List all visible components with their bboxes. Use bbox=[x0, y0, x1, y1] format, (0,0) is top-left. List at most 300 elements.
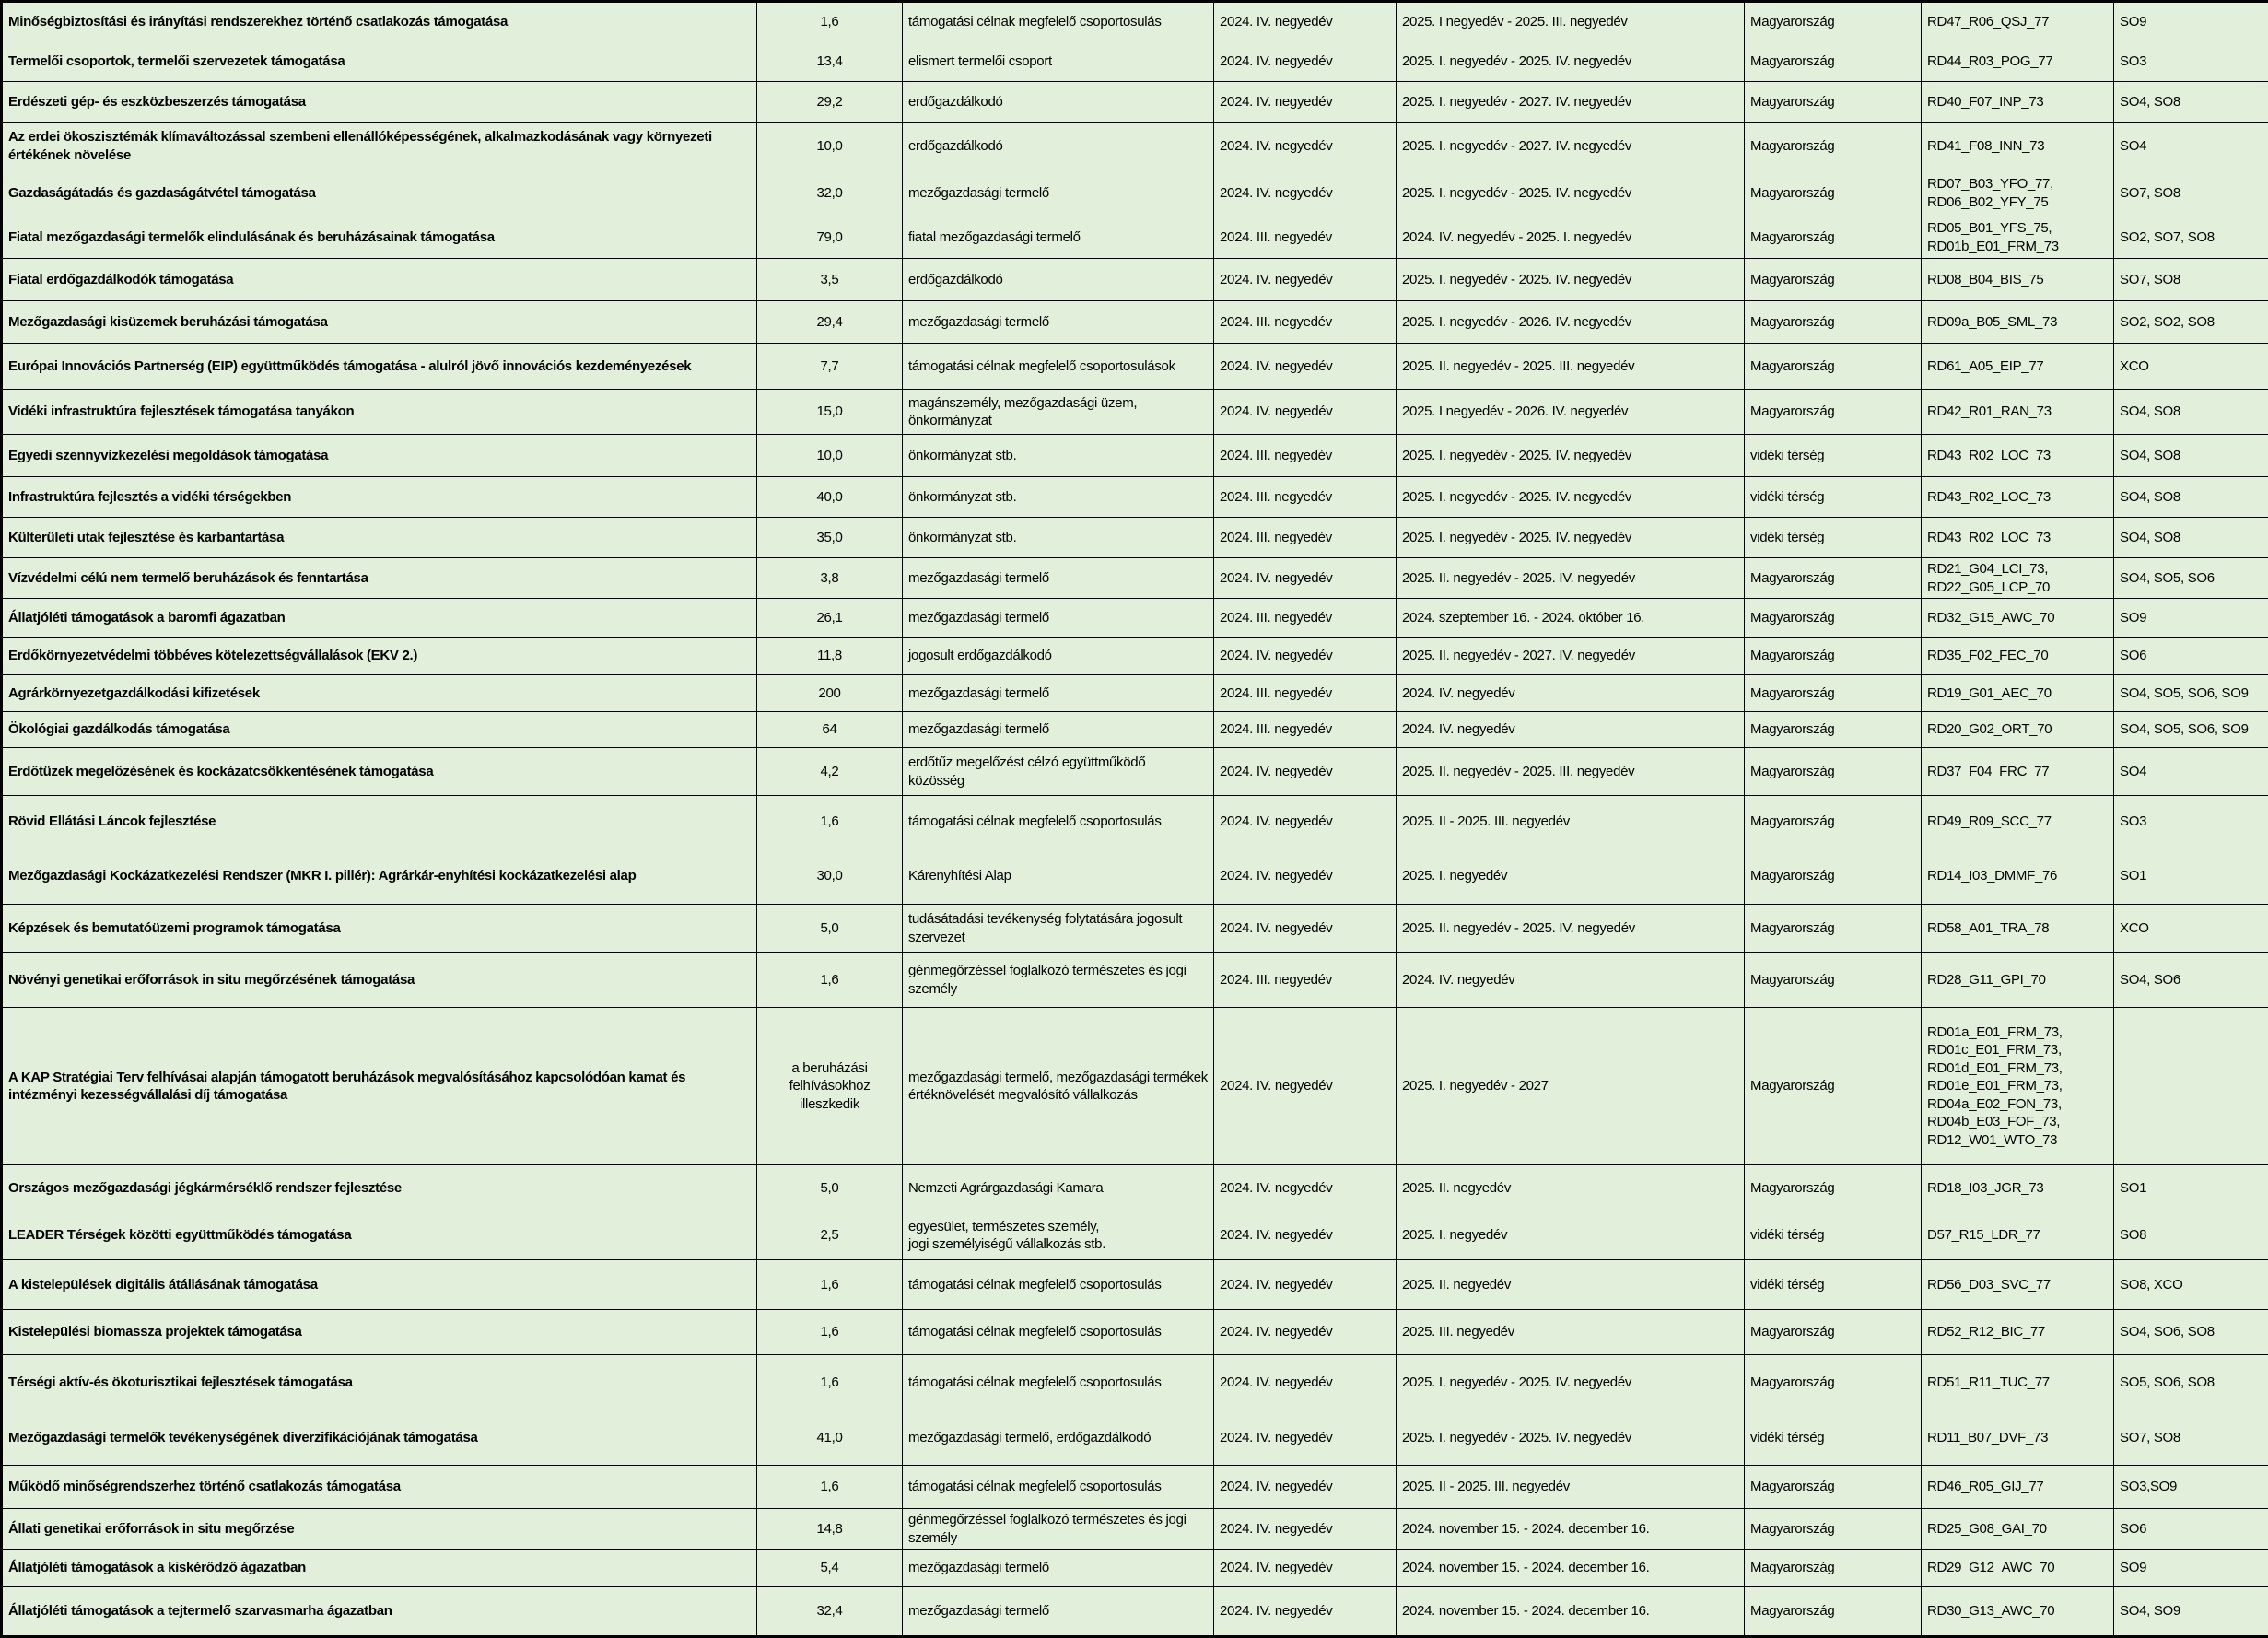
cell-beneficiary[interactable]: mezőgazdasági termelő bbox=[903, 712, 1214, 748]
cell-amount[interactable]: 5,0 bbox=[757, 1165, 903, 1211]
cell-program-name[interactable]: Képzések és bemutatóüzemi programok támogatása bbox=[2, 905, 757, 953]
cell-so-codes[interactable]: SO9 bbox=[2114, 1550, 2268, 1587]
cell-intervention-code[interactable]: RD51_R11_TUC_77 bbox=[1922, 1355, 2114, 1410]
cell-announcement-quarter[interactable]: 2024. IV. negyedév bbox=[1214, 1410, 1397, 1466]
cell-beneficiary[interactable]: támogatási célnak megfelelő csoportosulás bbox=[903, 1260, 1214, 1310]
cell-region[interactable]: Magyarország bbox=[1745, 390, 1922, 435]
cell-beneficiary[interactable]: támogatási célnak megfelelő csoportosulás bbox=[903, 2, 1214, 41]
cell-beneficiary[interactable]: önkormányzat stb. bbox=[903, 518, 1214, 558]
cell-region[interactable]: Magyarország bbox=[1745, 638, 1922, 675]
cell-amount[interactable]: 1,6 bbox=[757, 1466, 903, 1509]
cell-so-codes[interactable]: SO7, SO8 bbox=[2114, 259, 2268, 301]
cell-so-codes[interactable]: SO8, XCO bbox=[2114, 1260, 2268, 1310]
cell-program-name[interactable]: Vidéki infrastruktúra fejlesztések támogatása tanyákon bbox=[2, 390, 757, 435]
cell-program-name[interactable]: A KAP Stratégiai Terv felhívásai alapján támogatott beruházások megvalósításához kapcsolódóan kamat és intézményi kezességvállalási díj támogatása bbox=[2, 1008, 757, 1165]
cell-beneficiary[interactable]: egyesület, természetes személy, jogi személyiségű vállalkozás stb. bbox=[903, 1211, 1214, 1260]
cell-submission-period[interactable]: 2024. IV. negyedév bbox=[1397, 675, 1745, 712]
cell-region[interactable]: Magyarország bbox=[1745, 599, 1922, 638]
cell-submission-period[interactable]: 2025. I negyedév - 2025. III. negyedév bbox=[1397, 2, 1745, 41]
table-row bbox=[2, 1410, 2268, 1466]
cell-amount[interactable]: 10,0 bbox=[757, 123, 903, 170]
cell-submission-period[interactable]: 2024. szeptember 16. - 2024. október 16. bbox=[1397, 599, 1745, 638]
cell-submission-period[interactable]: 2025. III. negyedév bbox=[1397, 1310, 1745, 1355]
cell-intervention-code[interactable]: RD37_F04_FRC_77 bbox=[1922, 748, 2114, 796]
cell-intervention-code[interactable]: RD21_G04_LCI_73, RD22_G05_LCP_70 bbox=[1922, 558, 2114, 599]
cell-intervention-code[interactable]: RD25_G08_GAI_70 bbox=[1922, 1509, 2114, 1550]
cell-announcement-quarter[interactable]: 2024. IV. negyedév bbox=[1214, 1165, 1397, 1211]
cell-program-name[interactable]: Mezőgazdasági Kockázatkezelési Rendszer (MKR I. pillér): Agrárkár-enyhítési kockázatkezelési alap bbox=[2, 848, 757, 905]
cell-region[interactable]: Magyarország bbox=[1745, 1466, 1922, 1509]
cell-amount[interactable]: a beruházási felhívásokhoz illeszkedik bbox=[757, 1008, 903, 1165]
cell-submission-period[interactable]: 2025. I. negyedév - 2025. IV. negyedév bbox=[1397, 41, 1745, 82]
cell-amount[interactable]: 2,5 bbox=[757, 1211, 903, 1260]
cell-intervention-code[interactable]: RD43_R02_LOC_73 bbox=[1922, 477, 2114, 518]
cell-region[interactable]: Magyarország bbox=[1745, 1587, 1922, 1637]
cell-submission-period[interactable]: 2025. I. negyedév - 2027 bbox=[1397, 1008, 1745, 1165]
cell-region[interactable]: Magyarország bbox=[1745, 712, 1922, 748]
cell-region[interactable]: Magyarország bbox=[1745, 558, 1922, 599]
cell-program-name[interactable]: Vízvédelmi célú nem termelő beruházások és fenntartása bbox=[2, 558, 757, 599]
table-row bbox=[2, 1509, 2268, 1550]
cell-submission-period[interactable]: 2025. II. negyedév - 2025. IV. negyedév bbox=[1397, 905, 1745, 953]
cell-beneficiary[interactable]: mezőgazdasági termelő, erdőgazdálkodó bbox=[903, 1410, 1214, 1466]
cell-amount[interactable]: 35,0 bbox=[757, 518, 903, 558]
cell-submission-period[interactable]: 2024. IV. negyedév - 2025. I. negyedév bbox=[1397, 216, 1745, 259]
cell-beneficiary[interactable]: mezőgazdasági termelő bbox=[903, 170, 1214, 216]
cell-so-codes[interactable]: SO4, SO8 bbox=[2114, 518, 2268, 558]
table-row bbox=[2, 905, 2268, 953]
cell-region[interactable]: Magyarország bbox=[1745, 2, 1922, 41]
cell-submission-period[interactable]: 2024. IV. negyedév bbox=[1397, 712, 1745, 748]
cell-so-codes[interactable]: SO4 bbox=[2114, 748, 2268, 796]
cell-so-codes[interactable]: SO5, SO6, SO8 bbox=[2114, 1355, 2268, 1410]
cell-program-name[interactable]: Az erdei ökoszisztémák klímaváltozással szembeni ellenállóképességének, alkalmazkodásának vagy környezeti értékének növelése bbox=[2, 123, 757, 170]
cell-region[interactable]: Magyarország bbox=[1745, 1310, 1922, 1355]
cell-intervention-code[interactable]: RD14_I03_DMMF_76 bbox=[1922, 848, 2114, 905]
cell-so-codes[interactable] bbox=[2114, 1008, 2268, 1165]
table-row bbox=[2, 41, 2268, 82]
cell-region[interactable]: vidéki térség bbox=[1745, 1260, 1922, 1310]
table-row bbox=[2, 1008, 2268, 1165]
cell-announcement-quarter[interactable]: 2024. III. negyedév bbox=[1214, 712, 1397, 748]
cell-intervention-code[interactable]: RD19_G01_AEC_70 bbox=[1922, 675, 2114, 712]
cell-so-codes[interactable]: SO2, SO7, SO8 bbox=[2114, 216, 2268, 259]
cell-intervention-code[interactable]: RD42_R01_RAN_73 bbox=[1922, 390, 2114, 435]
cell-so-codes[interactable]: SO9 bbox=[2114, 599, 2268, 638]
cell-announcement-quarter[interactable]: 2024. IV. negyedév bbox=[1214, 1355, 1397, 1410]
cell-beneficiary[interactable]: mezőgazdasági termelő, mezőgazdasági termékek értéknövelését megvalósító vállalkozás bbox=[903, 1008, 1214, 1165]
cell-intervention-code[interactable]: RD43_R02_LOC_73 bbox=[1922, 435, 2114, 477]
cell-submission-period[interactable]: 2025. II. negyedév bbox=[1397, 1260, 1745, 1310]
cell-program-name[interactable]: Ökológiai gazdálkodás támogatása bbox=[2, 712, 757, 748]
cell-so-codes[interactable]: SO4, SO8 bbox=[2114, 477, 2268, 518]
cell-beneficiary[interactable]: mezőgazdasági termelő bbox=[903, 599, 1214, 638]
cell-submission-period[interactable]: 2025. I. negyedév - 2025. IV. negyedév bbox=[1397, 477, 1745, 518]
cell-program-name[interactable]: Mezőgazdasági termelők tevékenységének diverzifikációjának támogatása bbox=[2, 1410, 757, 1466]
cell-beneficiary[interactable]: támogatási célnak megfelelő csoportosulás bbox=[903, 1310, 1214, 1355]
cell-program-name[interactable]: Működő minőségrendszerhez történő csatlakozás támogatása bbox=[2, 1466, 757, 1509]
cell-region[interactable]: Magyarország bbox=[1745, 170, 1922, 216]
cell-amount[interactable]: 32,0 bbox=[757, 170, 903, 216]
cell-region[interactable]: Magyarország bbox=[1745, 905, 1922, 953]
cell-submission-period[interactable]: 2024. november 15. - 2024. december 16. bbox=[1397, 1550, 1745, 1587]
cell-program-name[interactable]: Állati genetikai erőforrások in situ megőrzése bbox=[2, 1509, 757, 1550]
cell-beneficiary[interactable]: mezőgazdasági termelő bbox=[903, 1550, 1214, 1587]
cell-amount[interactable]: 1,6 bbox=[757, 1355, 903, 1410]
cell-announcement-quarter[interactable]: 2024. III. negyedév bbox=[1214, 477, 1397, 518]
table-row bbox=[2, 477, 2268, 518]
table-row bbox=[2, 1211, 2268, 1260]
cell-region[interactable]: Magyarország bbox=[1745, 1165, 1922, 1211]
cell-so-codes[interactable]: SO4, SO5, SO6, SO9 bbox=[2114, 675, 2268, 712]
cell-program-name[interactable]: LEADER Térségek közötti együttműködés támogatása bbox=[2, 1211, 757, 1260]
cell-program-name[interactable]: Gazdaságátadás és gazdaságátvétel támogatása bbox=[2, 170, 757, 216]
cell-submission-period[interactable]: 2025. I. negyedév - 2027. IV. negyedév bbox=[1397, 82, 1745, 123]
cell-intervention-code[interactable]: RD49_R09_SCC_77 bbox=[1922, 796, 2114, 848]
cell-region[interactable]: Magyarország bbox=[1745, 1550, 1922, 1587]
cell-so-codes[interactable]: SO3,SO9 bbox=[2114, 1466, 2268, 1509]
cell-submission-period[interactable]: 2025. I. negyedév - 2025. IV. negyedév bbox=[1397, 518, 1745, 558]
cell-amount[interactable]: 1,6 bbox=[757, 1310, 903, 1355]
table-row bbox=[2, 748, 2268, 796]
cell-amount[interactable]: 40,0 bbox=[757, 477, 903, 518]
cell-so-codes[interactable]: SO4 bbox=[2114, 123, 2268, 170]
cell-beneficiary[interactable]: Nemzeti Agrárgazdasági Kamara bbox=[903, 1165, 1214, 1211]
cell-submission-period[interactable]: 2024. november 15. - 2024. december 16. bbox=[1397, 1587, 1745, 1637]
cell-so-codes[interactable]: SO3 bbox=[2114, 796, 2268, 848]
cell-amount[interactable]: 4,2 bbox=[757, 748, 903, 796]
cell-intervention-code[interactable]: RD01a_E01_FRM_73, RD01c_E01_FRM_73, RD01d_E01_FRM_73, RD01e_E01_FRM_73, RD04a_E02_FON_73, RD04b_E03_FOF_73, RD12_W01_WTO_73 bbox=[1922, 1008, 2114, 1165]
cell-so-codes[interactable]: SO4, SO6 bbox=[2114, 953, 2268, 1008]
cell-amount[interactable]: 7,7 bbox=[757, 344, 903, 390]
cell-intervention-code[interactable]: RD44_R03_POG_77 bbox=[1922, 41, 2114, 82]
cell-amount[interactable]: 1,6 bbox=[757, 1260, 903, 1310]
cell-program-name[interactable]: Térségi aktív-és ökoturisztikai fejlesztések támogatása bbox=[2, 1355, 757, 1410]
cell-intervention-code[interactable]: RD20_G02_ORT_70 bbox=[1922, 712, 2114, 748]
cell-program-name[interactable]: Minőségbiztosítási és irányítási rendszerekhez történő csatlakozás támogatása bbox=[2, 2, 757, 41]
cell-so-codes[interactable]: SO4, SO8 bbox=[2114, 435, 2268, 477]
cell-program-name[interactable]: Állatjóléti támogatások a tejtermelő szarvasmarha ágazatban bbox=[2, 1587, 757, 1637]
table-row bbox=[2, 1587, 2268, 1637]
cell-program-name[interactable]: Egyedi szennyvízkezelési megoldások támogatása bbox=[2, 435, 757, 477]
table-row bbox=[2, 953, 2268, 1008]
cell-so-codes[interactable]: SO4, SO9 bbox=[2114, 1587, 2268, 1637]
cell-program-name[interactable]: Erdőkörnyezetvédelmi többéves kötelezettségvállalások (EKV 2.) bbox=[2, 638, 757, 675]
cell-announcement-quarter[interactable]: 2024. IV. negyedév bbox=[1214, 1008, 1397, 1165]
table-row bbox=[2, 216, 2268, 259]
cell-amount[interactable]: 30,0 bbox=[757, 848, 903, 905]
cell-program-name[interactable]: Állatjóléti támogatások a kiskérődző ágazatban bbox=[2, 1550, 757, 1587]
cell-submission-period[interactable]: 2025. I. negyedév - 2025. IV. negyedév bbox=[1397, 435, 1745, 477]
cell-amount[interactable]: 13,4 bbox=[757, 41, 903, 82]
table-row bbox=[2, 848, 2268, 905]
cell-submission-period[interactable]: 2025. I. negyedév - 2025. IV. negyedév bbox=[1397, 170, 1745, 216]
cell-so-codes[interactable]: SO4, SO6, SO8 bbox=[2114, 1310, 2268, 1355]
cell-so-codes[interactable]: SO1 bbox=[2114, 848, 2268, 905]
cell-announcement-quarter[interactable]: 2024. III. negyedév bbox=[1214, 953, 1397, 1008]
cell-announcement-quarter[interactable]: 2024. IV. negyedév bbox=[1214, 390, 1397, 435]
cell-submission-period[interactable]: 2025. I negyedév - 2026. IV. negyedév bbox=[1397, 390, 1745, 435]
cell-intervention-code[interactable]: RD35_F02_FEC_70 bbox=[1922, 638, 2114, 675]
cell-submission-period[interactable]: 2025. I. negyedév - 2027. IV. negyedév bbox=[1397, 123, 1745, 170]
cell-region[interactable]: vidéki térség bbox=[1745, 435, 1922, 477]
cell-amount[interactable]: 15,0 bbox=[757, 390, 903, 435]
cell-amount[interactable]: 79,0 bbox=[757, 216, 903, 259]
cell-intervention-code[interactable]: RD46_R05_GIJ_77 bbox=[1922, 1466, 2114, 1509]
cell-beneficiary[interactable]: mezőgazdasági termelő bbox=[903, 675, 1214, 712]
cell-program-name[interactable]: Termelői csoportok, termelői szervezetek támogatása bbox=[2, 41, 757, 82]
cell-announcement-quarter[interactable]: 2024. IV. negyedév bbox=[1214, 1587, 1397, 1637]
cell-amount[interactable]: 10,0 bbox=[757, 435, 903, 477]
cell-announcement-quarter[interactable]: 2024. III. negyedév bbox=[1214, 599, 1397, 638]
cell-so-codes[interactable]: SO6 bbox=[2114, 1509, 2268, 1550]
cell-so-codes[interactable]: SO2, SO2, SO8 bbox=[2114, 301, 2268, 344]
cell-so-codes[interactable]: SO7, SO8 bbox=[2114, 170, 2268, 216]
cell-submission-period[interactable]: 2025. II. negyedév bbox=[1397, 1165, 1745, 1211]
cell-intervention-code[interactable]: RD09a_B05_SML_73 bbox=[1922, 301, 2114, 344]
cell-so-codes[interactable]: SO7, SO8 bbox=[2114, 1410, 2268, 1466]
cell-beneficiary[interactable]: önkormányzat stb. bbox=[903, 435, 1214, 477]
cell-submission-period[interactable]: 2025. II. negyedév - 2025. IV. negyedév bbox=[1397, 558, 1745, 599]
cell-beneficiary[interactable]: erdőgazdálkodó bbox=[903, 82, 1214, 123]
cell-region[interactable]: Magyarország bbox=[1745, 259, 1922, 301]
cell-beneficiary[interactable]: génmegőrzéssel foglalkozó természetes és jogi személy bbox=[903, 1509, 1214, 1550]
cell-program-name[interactable]: Erdőtüzek megelőzésének és kockázatcsökkentésének támogatása bbox=[2, 748, 757, 796]
table-row bbox=[2, 1260, 2268, 1310]
cell-submission-period[interactable]: 2025. I. negyedév - 2025. IV. negyedév bbox=[1397, 259, 1745, 301]
cell-region[interactable]: Magyarország bbox=[1745, 1355, 1922, 1410]
cell-beneficiary[interactable]: mezőgazdasági termelő bbox=[903, 301, 1214, 344]
cell-announcement-quarter[interactable]: 2024. IV. negyedév bbox=[1214, 848, 1397, 905]
cell-so-codes[interactable]: SO1 bbox=[2114, 1165, 2268, 1211]
cell-so-codes[interactable]: SO3 bbox=[2114, 41, 2268, 82]
cell-intervention-code[interactable]: RD47_R06_QSJ_77 bbox=[1922, 2, 2114, 41]
cell-so-codes[interactable]: SO4, SO8 bbox=[2114, 390, 2268, 435]
table-row bbox=[2, 1355, 2268, 1410]
cell-submission-period[interactable]: 2025. I. negyedév bbox=[1397, 848, 1745, 905]
cell-announcement-quarter[interactable]: 2024. III. negyedév bbox=[1214, 435, 1397, 477]
cell-announcement-quarter[interactable]: 2024. IV. negyedév bbox=[1214, 1211, 1397, 1260]
cell-beneficiary[interactable]: tudásátadási tevékenység folytatására jogosult szervezet bbox=[903, 905, 1214, 953]
cell-amount[interactable]: 64 bbox=[757, 712, 903, 748]
cell-announcement-quarter[interactable]: 2024. IV. negyedév bbox=[1214, 1260, 1397, 1310]
cell-submission-period[interactable]: 2025. I. negyedév - 2026. IV. negyedév bbox=[1397, 301, 1745, 344]
cell-region[interactable]: Magyarország bbox=[1745, 216, 1922, 259]
cell-intervention-code[interactable]: RD52_R12_BIC_77 bbox=[1922, 1310, 2114, 1355]
cell-announcement-quarter[interactable]: 2024. IV. negyedév bbox=[1214, 1466, 1397, 1509]
cell-region[interactable]: Magyarország bbox=[1745, 848, 1922, 905]
table-row bbox=[2, 259, 2268, 301]
cell-announcement-quarter[interactable]: 2024. IV. negyedév bbox=[1214, 1550, 1397, 1587]
cell-amount[interactable]: 5,0 bbox=[757, 905, 903, 953]
table-row bbox=[2, 2, 2268, 41]
cell-beneficiary[interactable]: fiatal mezőgazdasági termelő bbox=[903, 216, 1214, 259]
cell-submission-period[interactable]: 2025. II. negyedév - 2025. III. negyedév bbox=[1397, 344, 1745, 390]
cell-program-name[interactable]: Állatjóléti támogatások a baromfi ágazatban bbox=[2, 599, 757, 638]
cell-announcement-quarter[interactable]: 2024. IV. negyedév bbox=[1214, 638, 1397, 675]
cell-amount[interactable]: 1,6 bbox=[757, 2, 903, 41]
cell-intervention-code[interactable]: RD43_R02_LOC_73 bbox=[1922, 518, 2114, 558]
table-row bbox=[2, 518, 2268, 558]
cell-submission-period[interactable]: 2025. II - 2025. III. negyedév bbox=[1397, 796, 1745, 848]
table-row bbox=[2, 558, 2268, 599]
cell-region[interactable]: Magyarország bbox=[1745, 82, 1922, 123]
cell-region[interactable]: Magyarország bbox=[1745, 41, 1922, 82]
cell-amount[interactable]: 1,6 bbox=[757, 796, 903, 848]
cell-program-name[interactable]: Növényi genetikai erőforrások in situ megőrzésének támogatása bbox=[2, 953, 757, 1008]
cell-amount[interactable]: 41,0 bbox=[757, 1410, 903, 1466]
cell-region[interactable]: Magyarország bbox=[1745, 1008, 1922, 1165]
cell-announcement-quarter[interactable]: 2024. IV. negyedév bbox=[1214, 41, 1397, 82]
cell-region[interactable]: Magyarország bbox=[1745, 1509, 1922, 1550]
cell-announcement-quarter[interactable]: 2024. IV. negyedév bbox=[1214, 344, 1397, 390]
cell-submission-period[interactable]: 2024. november 15. - 2024. december 16. bbox=[1397, 1509, 1745, 1550]
cell-beneficiary[interactable]: erdőgazdálkodó bbox=[903, 259, 1214, 301]
cell-program-name[interactable]: Kistelepülési biomassza projektek támogatása bbox=[2, 1310, 757, 1355]
cell-intervention-code[interactable]: RD32_G15_AWC_70 bbox=[1922, 599, 2114, 638]
cell-beneficiary[interactable]: jogosult erdőgazdálkodó bbox=[903, 638, 1214, 675]
cell-program-name[interactable]: Erdészeti gép- és eszközbeszerzés támogatása bbox=[2, 82, 757, 123]
table-row bbox=[2, 435, 2268, 477]
table-row bbox=[2, 301, 2268, 344]
cell-intervention-code[interactable]: RD29_G12_AWC_70 bbox=[1922, 1550, 2114, 1587]
cell-program-name[interactable]: Külterületi utak fejlesztése és karbantartása bbox=[2, 518, 757, 558]
cell-program-name[interactable]: Infrastruktúra fejlesztés a vidéki térségekben bbox=[2, 477, 757, 518]
cell-program-name[interactable]: A kistelepülések digitális átállásának támogatása bbox=[2, 1260, 757, 1310]
cell-announcement-quarter[interactable]: 2024. IV. negyedév bbox=[1214, 748, 1397, 796]
cell-beneficiary[interactable]: erdőgazdálkodó bbox=[903, 123, 1214, 170]
cell-intervention-code[interactable]: RD40_F07_INP_73 bbox=[1922, 82, 2114, 123]
cell-intervention-code[interactable]: RD07_B03_YFO_77, RD06_B02_YFY_75 bbox=[1922, 170, 2114, 216]
cell-beneficiary[interactable]: támogatási célnak megfelelő csoportosulás bbox=[903, 1466, 1214, 1509]
cell-region[interactable]: vidéki térség bbox=[1745, 1211, 1922, 1260]
cell-program-name[interactable]: Európai Innovációs Partnerség (EIP) együttműködés támogatása - alulról jövő innovációs kezdeményezések bbox=[2, 344, 757, 390]
cell-intervention-code[interactable]: RD11_B07_DVF_73 bbox=[1922, 1410, 2114, 1466]
cell-region[interactable]: Magyarország bbox=[1745, 748, 1922, 796]
cell-program-name[interactable]: Országos mezőgazdasági jégkármérséklő rendszer fejlesztése bbox=[2, 1165, 757, 1211]
cell-beneficiary[interactable]: támogatási célnak megfelelő csoportosulások bbox=[903, 344, 1214, 390]
cell-beneficiary[interactable]: génmegőrzéssel foglalkozó természetes és jogi személy bbox=[903, 953, 1214, 1008]
cell-beneficiary[interactable]: önkormányzat stb. bbox=[903, 477, 1214, 518]
cell-announcement-quarter[interactable]: 2024. III. negyedév bbox=[1214, 216, 1397, 259]
cell-so-codes[interactable]: SO6 bbox=[2114, 638, 2268, 675]
cell-program-name[interactable]: Agrárkörnyezetgazdálkodási kifizetések bbox=[2, 675, 757, 712]
cell-so-codes[interactable]: SO4, SO8 bbox=[2114, 82, 2268, 123]
cell-program-name[interactable]: Mezőgazdasági kisüzemek beruházási támogatása bbox=[2, 301, 757, 344]
cell-announcement-quarter[interactable]: 2024. III. negyedév bbox=[1214, 518, 1397, 558]
cell-amount[interactable]: 1,6 bbox=[757, 953, 903, 1008]
cell-beneficiary[interactable]: támogatási célnak megfelelő csoportosulás bbox=[903, 1355, 1214, 1410]
cell-region[interactable]: vidéki térség bbox=[1745, 518, 1922, 558]
cell-beneficiary[interactable]: magánszemély, mezőgazdasági üzem, önkormányzat bbox=[903, 390, 1214, 435]
cell-region[interactable]: vidéki térség bbox=[1745, 1410, 1922, 1466]
cell-announcement-quarter[interactable]: 2024. IV. negyedév bbox=[1214, 123, 1397, 170]
cell-announcement-quarter[interactable]: 2024. IV. negyedév bbox=[1214, 1509, 1397, 1550]
cell-program-name[interactable]: Rövid Ellátási Láncok fejlesztése bbox=[2, 796, 757, 848]
cell-intervention-code[interactable]: RD05_B01_YFS_75, RD01b_E01_FRM_73 bbox=[1922, 216, 2114, 259]
table-row bbox=[2, 1550, 2268, 1587]
cell-amount[interactable]: 26,1 bbox=[757, 599, 903, 638]
cell-submission-period[interactable]: 2025. I. negyedév bbox=[1397, 1211, 1745, 1260]
cell-intervention-code[interactable]: RD56_D03_SVC_77 bbox=[1922, 1260, 2114, 1310]
cell-amount[interactable]: 3,5 bbox=[757, 259, 903, 301]
support-table-body bbox=[2, 2, 2268, 1637]
cell-intervention-code[interactable]: D57_R15_LDR_77 bbox=[1922, 1211, 2114, 1260]
cell-beneficiary[interactable]: elismert termelői csoport bbox=[903, 41, 1214, 82]
table-row bbox=[2, 675, 2268, 712]
cell-announcement-quarter[interactable]: 2024. IV. negyedév bbox=[1214, 1310, 1397, 1355]
cell-announcement-quarter[interactable]: 2024. IV. negyedév bbox=[1214, 82, 1397, 123]
cell-region[interactable]: Magyarország bbox=[1745, 301, 1922, 344]
cell-announcement-quarter[interactable]: 2024. IV. negyedév bbox=[1214, 558, 1397, 599]
cell-announcement-quarter[interactable]: 2024. III. negyedév bbox=[1214, 301, 1397, 344]
cell-so-codes[interactable]: SO4, SO5, SO6 bbox=[2114, 558, 2268, 599]
cell-amount[interactable]: 11,8 bbox=[757, 638, 903, 675]
table-row bbox=[2, 82, 2268, 123]
table-row bbox=[2, 344, 2268, 390]
cell-so-codes[interactable]: SO4, SO5, SO6, SO9 bbox=[2114, 712, 2268, 748]
cell-region[interactable]: Magyarország bbox=[1745, 123, 1922, 170]
cell-amount[interactable]: 3,8 bbox=[757, 558, 903, 599]
cell-announcement-quarter[interactable]: 2024. IV. negyedév bbox=[1214, 796, 1397, 848]
cell-so-codes[interactable]: XCO bbox=[2114, 344, 2268, 390]
cell-submission-period[interactable]: 2024. IV. negyedév bbox=[1397, 953, 1745, 1008]
cell-amount[interactable]: 29,2 bbox=[757, 82, 903, 123]
cell-intervention-code[interactable]: RD30_G13_AWC_70 bbox=[1922, 1587, 2114, 1637]
cell-amount[interactable]: 200 bbox=[757, 675, 903, 712]
cell-beneficiary[interactable]: mezőgazdasági termelő bbox=[903, 558, 1214, 599]
cell-announcement-quarter[interactable]: 2024. IV. negyedév bbox=[1214, 170, 1397, 216]
cell-intervention-code[interactable]: RD08_B04_BIS_75 bbox=[1922, 259, 2114, 301]
cell-beneficiary[interactable]: támogatási célnak megfelelő csoportosulás bbox=[903, 796, 1214, 848]
cell-so-codes[interactable]: SO8 bbox=[2114, 1211, 2268, 1260]
cell-region[interactable]: Magyarország bbox=[1745, 796, 1922, 848]
cell-submission-period[interactable]: 2025. II - 2025. III. negyedév bbox=[1397, 1466, 1745, 1509]
cell-intervention-code[interactable]: RD58_A01_TRA_78 bbox=[1922, 905, 2114, 953]
cell-intervention-code[interactable]: RD61_A05_EIP_77 bbox=[1922, 344, 2114, 390]
table-row bbox=[2, 1165, 2268, 1211]
cell-region[interactable]: Magyarország bbox=[1745, 344, 1922, 390]
cell-submission-period[interactable]: 2025. I. negyedév - 2025. IV. negyedév bbox=[1397, 1410, 1745, 1466]
cell-submission-period[interactable]: 2025. II. negyedév - 2025. III. negyedév bbox=[1397, 748, 1745, 796]
cell-region[interactable]: vidéki térség bbox=[1745, 477, 1922, 518]
cell-program-name[interactable]: Fiatal mezőgazdasági termelők elindulásának és beruházásainak támogatása bbox=[2, 216, 757, 259]
cell-amount[interactable]: 14,8 bbox=[757, 1509, 903, 1550]
cell-submission-period[interactable]: 2025. II. negyedév - 2027. IV. negyedév bbox=[1397, 638, 1745, 675]
cell-announcement-quarter[interactable]: 2024. IV. negyedév bbox=[1214, 905, 1397, 953]
table-row bbox=[2, 638, 2268, 675]
cell-announcement-quarter[interactable]: 2024. III. negyedév bbox=[1214, 675, 1397, 712]
cell-amount[interactable]: 5,4 bbox=[757, 1550, 903, 1587]
cell-intervention-code[interactable]: RD41_F08_INN_73 bbox=[1922, 123, 2114, 170]
cell-beneficiary[interactable]: Kárenyhítési Alap bbox=[903, 848, 1214, 905]
cell-intervention-code[interactable]: RD28_G11_GPI_70 bbox=[1922, 953, 2114, 1008]
cell-beneficiary[interactable]: mezőgazdasági termelő bbox=[903, 1587, 1214, 1637]
cell-program-name[interactable]: Fiatal erdőgazdálkodók támogatása bbox=[2, 259, 757, 301]
cell-region[interactable]: Magyarország bbox=[1745, 953, 1922, 1008]
cell-so-codes[interactable]: XCO bbox=[2114, 905, 2268, 953]
cell-so-codes[interactable]: SO9 bbox=[2114, 2, 2268, 41]
cell-announcement-quarter[interactable]: 2024. IV. negyedév bbox=[1214, 259, 1397, 301]
table-row bbox=[2, 123, 2268, 170]
cell-beneficiary[interactable]: erdőtűz megelőzést célzó együttműködő közösség bbox=[903, 748, 1214, 796]
cell-submission-period[interactable]: 2025. I. negyedév - 2025. IV. negyedév bbox=[1397, 1355, 1745, 1410]
cell-region[interactable]: Magyarország bbox=[1745, 675, 1922, 712]
cell-amount[interactable]: 29,4 bbox=[757, 301, 903, 344]
cell-intervention-code[interactable]: RD18_I03_JGR_73 bbox=[1922, 1165, 2114, 1211]
cell-amount[interactable]: 32,4 bbox=[757, 1587, 903, 1637]
cell-announcement-quarter[interactable]: 2024. IV. negyedév bbox=[1214, 2, 1397, 41]
